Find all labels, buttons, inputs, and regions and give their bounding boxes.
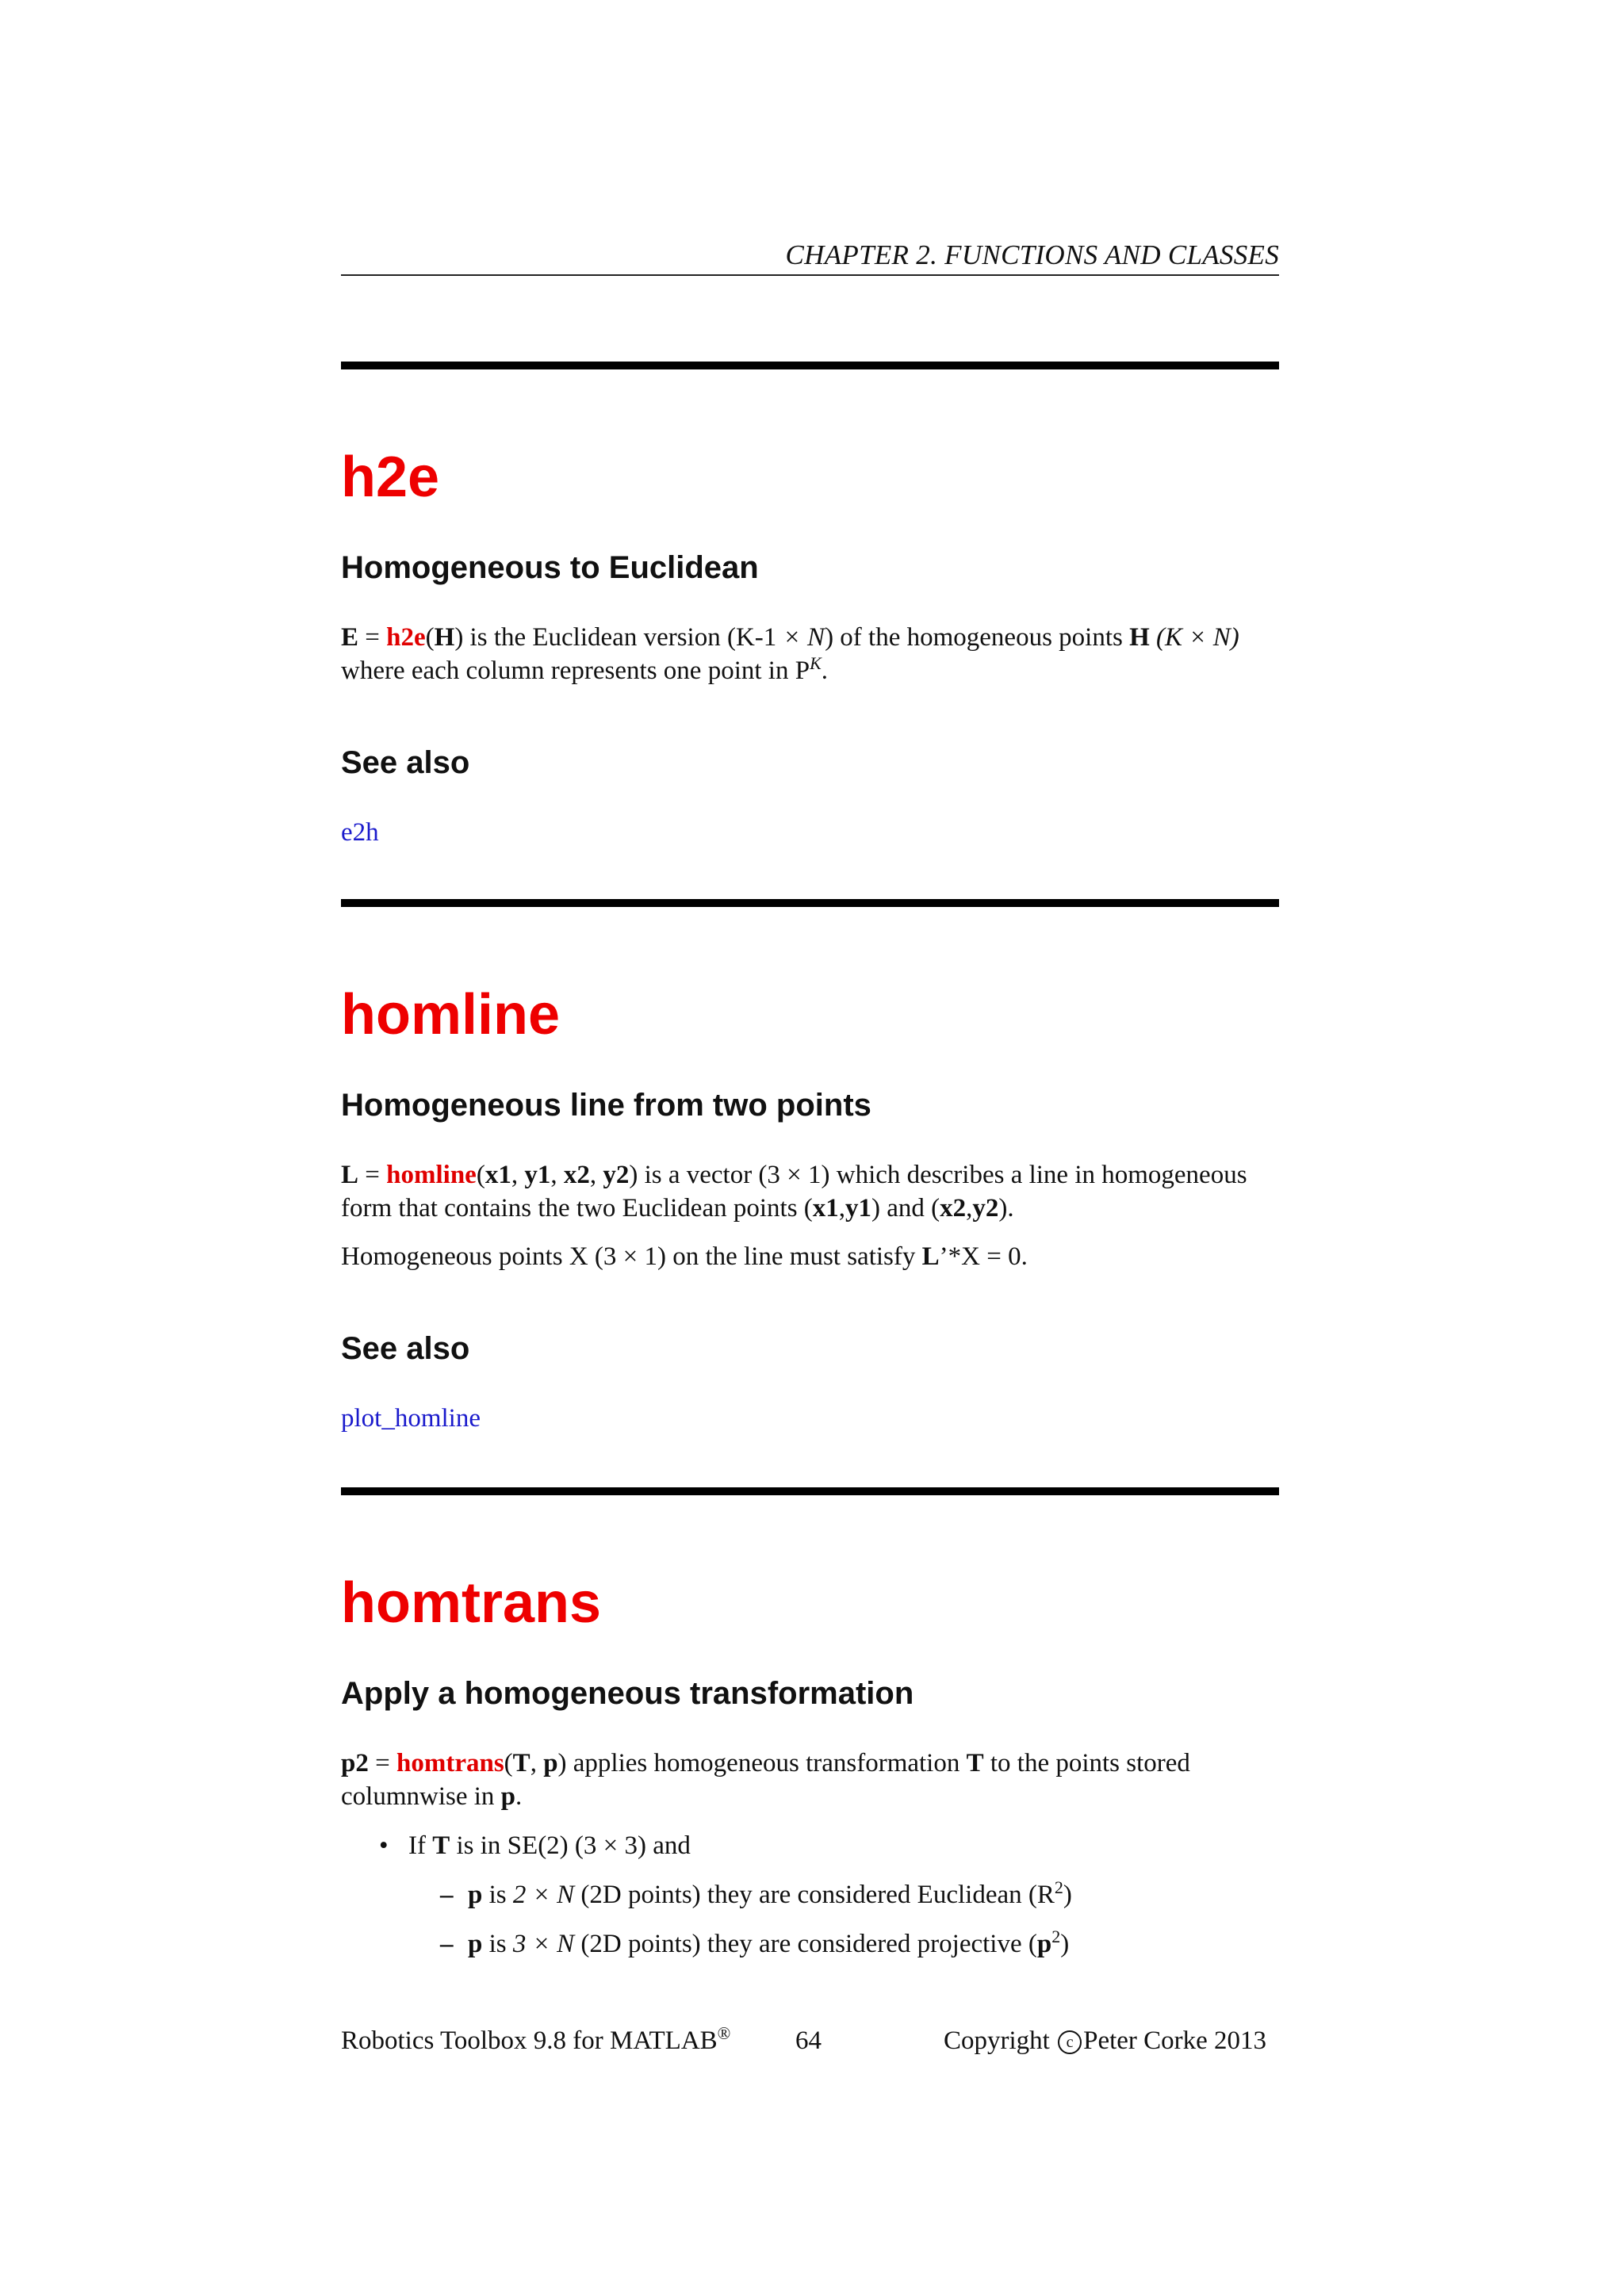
copyright-icon: c	[1058, 2030, 1082, 2054]
entry-subtitle-h2e: Homogeneous to Euclidean	[341, 550, 759, 585]
bullet-marker: •	[379, 1831, 389, 1860]
see-also-link-e2h[interactable]: e2h	[341, 818, 379, 847]
see-also-link-plot-homline[interactable]: plot_homline	[341, 1404, 481, 1433]
homtrans-description-line1: p2 = homtrans(T, p) applies homogeneous transformation T to the points stored	[341, 1749, 1190, 1777]
header-rule	[341, 274, 1279, 276]
see-also-heading: See also	[341, 745, 470, 780]
dash-marker: –	[440, 1881, 454, 1909]
footer-left: Robotics Toolbox 9.8 for MATLAB®	[341, 2023, 731, 2055]
running-head: CHAPTER 2. FUNCTIONS AND CLASSES	[785, 239, 1279, 270]
dash-marker: –	[440, 1930, 454, 1958]
page-number: 64	[795, 2026, 822, 2055]
homtrans-sub-item: p is 2 × N (2D points) they are considered Euclidean $(R^2)$	[468, 1877, 1072, 1909]
homline-description-line1: L = homline(x1, y1, x2, y2) is a vector (3 × 1) which describes a line in homogeneous	[341, 1161, 1247, 1189]
homline-note: Homogeneous points X (3 × 1) on the line must satisfy L’*X = 0.	[341, 1242, 1028, 1271]
section-rule	[341, 899, 1279, 907]
entry-title-homline: homline	[341, 983, 561, 1047]
section-rule	[341, 362, 1279, 369]
entry-title-homtrans: homtrans	[341, 1571, 602, 1635]
homtrans-bullet-item: If T is in SE(2) (3 × 3) and	[408, 1831, 691, 1860]
homtrans-description-line2: columnwise in p.	[341, 1782, 523, 1811]
section-rule	[341, 1487, 1279, 1495]
entry-subtitle-homtrans: Apply a homogeneous transformation	[341, 1676, 914, 1711]
homtrans-sub-item: p is 3 × N (2D points) they are considered projective $(p^2)$	[468, 1927, 1070, 1958]
see-also-heading: See also	[341, 1331, 470, 1366]
homline-description-line2: form that contains the two Euclidean points (x1,y1) and (x2,y2).	[341, 1194, 1014, 1223]
h2e-description-line1: E = h2e(H) is the Euclidean version (K-1 × N) of the homogeneous points H (K × N)	[341, 623, 1239, 652]
entry-title-h2e: h2e	[341, 446, 440, 509]
footer-copyright: Copyright c Peter Corke 2013	[944, 2026, 1267, 2055]
h2e-description-line2: where each column represents one point in $P^K$.	[341, 653, 829, 685]
entry-subtitle-homline: Homogeneous line from two points	[341, 1088, 871, 1123]
